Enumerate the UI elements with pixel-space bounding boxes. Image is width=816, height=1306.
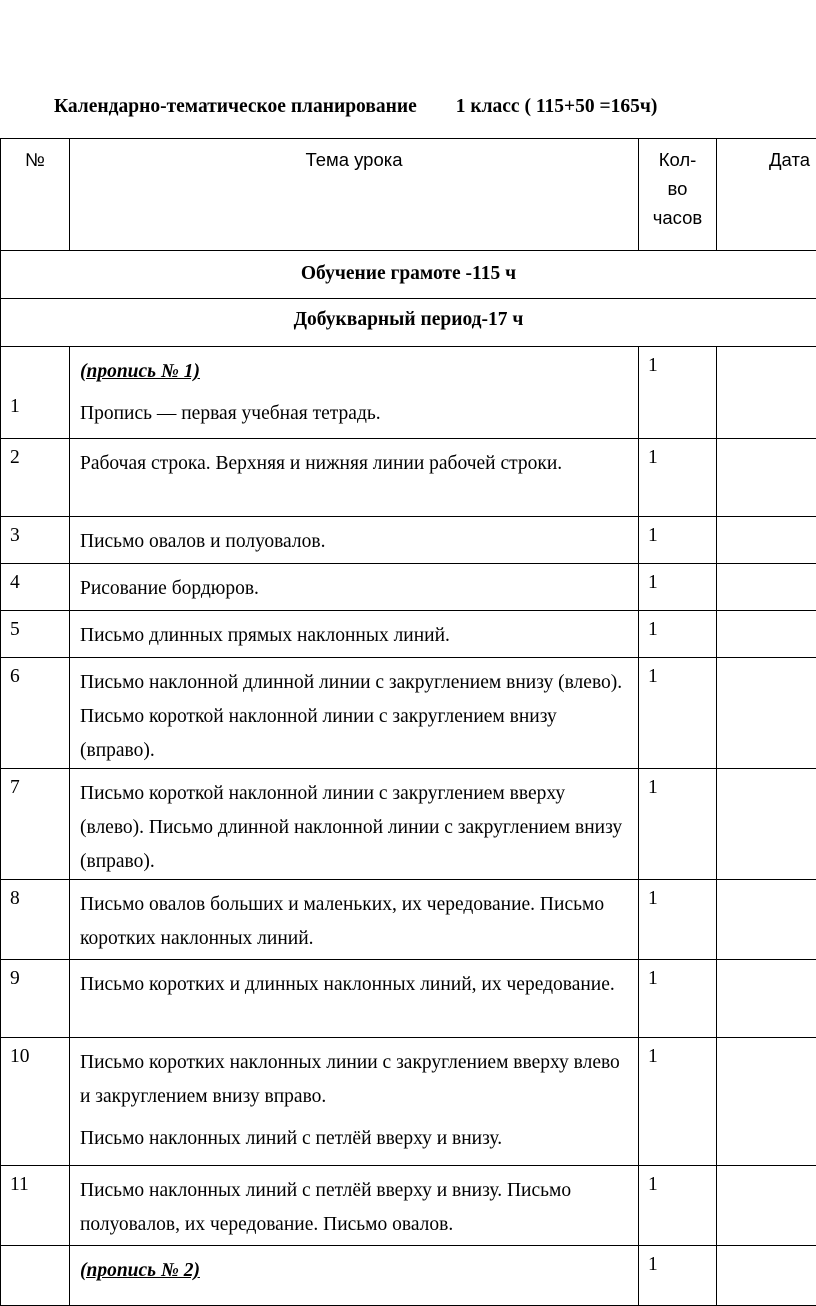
lesson-date[interactable] (717, 1038, 816, 1166)
table-row (1, 611, 816, 658)
lesson-date[interactable] (717, 658, 816, 769)
header-topic: Тема урока (70, 139, 639, 251)
header-num: № (1, 139, 70, 251)
section-title: Обучение грамоте -115 ч (1, 251, 816, 299)
header-hours (639, 139, 717, 251)
table-row (1, 1246, 816, 1306)
lesson-topic (70, 1038, 639, 1166)
lesson-hours: 1 (639, 1038, 717, 1166)
lesson-topic (70, 611, 639, 658)
lesson-date[interactable] (717, 517, 816, 564)
lesson-date[interactable] (717, 960, 816, 1038)
lesson-date[interactable] (717, 880, 816, 960)
header-date: Дата (717, 139, 816, 251)
lesson-date[interactable] (717, 1246, 816, 1306)
table-row (1, 960, 816, 1038)
lesson-hours: 1 (639, 880, 717, 960)
lesson-topic (70, 517, 639, 564)
table-row (1, 1038, 816, 1166)
table-row (1, 1166, 816, 1246)
table-row (1, 564, 816, 611)
section-title: Добукварный период-17 ч (1, 299, 816, 347)
lesson-topic (70, 1246, 639, 1306)
lesson-hours: 1 (639, 517, 717, 564)
lesson-topic-text: Письмо длинных прямых наклонных линий. (80, 619, 629, 653)
lesson-topic-text: Пропись — первая учебная тетрадь. (80, 397, 629, 431)
table-row (1, 347, 816, 439)
lesson-topic-text: Письмо наклонных линий с петлёй вверху и внизу. Письмо полуовалов, их чередование. Письмо овалов. (80, 1174, 629, 1242)
lesson-number: 9 (1, 960, 70, 1038)
lesson-topic-text: Письмо наклонной длинной линии с закруглением внизу (влево). Письмо короткой наклонной линии с закруглением внизу (вправо). (80, 666, 629, 768)
lesson-date[interactable] (717, 611, 816, 658)
section-row (1, 251, 816, 299)
lesson-number: 5 (1, 611, 70, 658)
lesson-number: 1 (1, 347, 70, 439)
lesson-topic-text: Письмо овалов и полуовалов. (80, 525, 629, 559)
lesson-date[interactable] (717, 1166, 816, 1246)
lesson-number: 4 (1, 564, 70, 611)
header-hours-line: Кол- (639, 145, 716, 174)
lesson-plan-table (0, 138, 816, 1306)
lesson-topic-text: Письмо коротких наклонных линии с закруглением вверху влево и закруглением внизу вправо. (80, 1046, 629, 1114)
lesson-hours: 1 (639, 564, 717, 611)
lesson-date[interactable] (717, 347, 816, 439)
lesson-topic-text: Письмо короткой наклонной линии с закруглением вверху (влево). Письмо длинной наклонной линии с закруглением внизу (вправо). (80, 777, 629, 879)
lesson-topic (70, 658, 639, 769)
table-header-row (1, 139, 816, 251)
lesson-number: 11 (1, 1166, 70, 1246)
lesson-hours: 1 (639, 1166, 717, 1246)
table-row (1, 658, 816, 769)
lesson-topic (70, 347, 639, 439)
table-row (1, 769, 816, 880)
lesson-number: 7 (1, 769, 70, 880)
lesson-rows (1, 347, 816, 1306)
lesson-hours: 1 (639, 1246, 717, 1306)
lesson-number: 10 (1, 1038, 70, 1166)
lesson-hours: 1 (639, 347, 717, 439)
lesson-topic-text: Рабочая строка. Верхняя и нижняя линии рабочей строки. (80, 447, 629, 481)
workbook-subtitle: (пропись № 2) (80, 1254, 629, 1288)
lesson-topic (70, 769, 639, 880)
table-row (1, 880, 816, 960)
lesson-number: 6 (1, 658, 70, 769)
table-row (1, 439, 816, 517)
lesson-topic (70, 439, 639, 517)
lesson-number: 3 (1, 517, 70, 564)
lesson-topic-text: Письмо коротких и длинных наклонных линий, их чередование. (80, 968, 629, 1002)
section-row (1, 299, 816, 347)
lesson-number (1, 1246, 70, 1306)
lesson-date[interactable] (717, 564, 816, 611)
table-row (1, 517, 816, 564)
lesson-hours: 1 (639, 960, 717, 1038)
lesson-topic (70, 564, 639, 611)
lesson-topic-text: Рисование бордюров. (80, 572, 629, 606)
lesson-date[interactable] (717, 769, 816, 880)
header-hours-line: часов (639, 203, 716, 232)
lesson-hours: 1 (639, 611, 717, 658)
lesson-hours: 1 (639, 769, 717, 880)
lesson-topic-text: Письмо овалов больших и маленьких, их чередование. Письмо коротких наклонных линий. (80, 888, 629, 956)
workbook-subtitle: (пропись № 1) (80, 355, 629, 389)
lesson-topic-text: Письмо наклонных линий с петлёй вверху и внизу. (80, 1122, 629, 1156)
lesson-topic (70, 880, 639, 960)
lesson-topic (70, 1166, 639, 1246)
page-title: Календарно-тематическое планирование 1 класс ( 115+50 =165ч) (54, 96, 657, 118)
lesson-hours: 1 (639, 658, 717, 769)
lesson-topic (70, 960, 639, 1038)
lesson-hours: 1 (639, 439, 717, 517)
lesson-number: 2 (1, 439, 70, 517)
header-hours-line: во (639, 174, 716, 203)
lesson-number: 8 (1, 880, 70, 960)
lesson-date[interactable] (717, 439, 816, 517)
